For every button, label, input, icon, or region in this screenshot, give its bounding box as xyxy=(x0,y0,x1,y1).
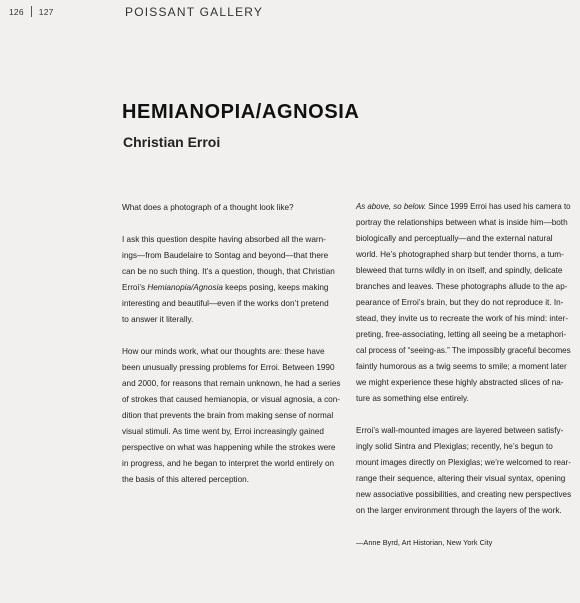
text-line: the basis of this altered perception. xyxy=(122,475,249,484)
text-line: dition that prevents the brain from making sense of normal xyxy=(122,411,334,420)
text-line: How our minds work, what our thoughts are: these have xyxy=(122,347,325,356)
text-line xyxy=(122,280,340,296)
artist-name: Christian Erroi xyxy=(123,134,221,150)
text-line: preting, free-associating, letting all seeing be a metaphori- xyxy=(356,330,567,339)
work-title-italic: Hemianopia/Agnosia xyxy=(147,283,223,292)
text-line: range their sequence, altering their visual syntax, opening xyxy=(356,474,566,483)
author-byline: —Anne Byrd, Art Historian, New York City xyxy=(356,538,493,547)
question-line: What does a photograph of a thought look like? xyxy=(122,203,294,212)
text-line xyxy=(356,199,571,215)
text-line: faintly humorous as a twig seems to smile; a moment later xyxy=(356,362,567,371)
text-line: visual stimuli. As time went by, Erroi increasingly gained xyxy=(122,427,324,436)
text-line: bleweed that turns wildly in on itself, and spindly, delicate xyxy=(356,266,563,275)
text-line: can be no such thing. It’s a question, though, that Christian xyxy=(122,267,335,276)
exhibition-title: HEMIANOPIA/AGNOSIA xyxy=(122,101,360,123)
text-line: cal process of “seeing-as.” The impossibly graceful becomes xyxy=(356,346,571,355)
text-line: ture as something else entirely. xyxy=(356,394,469,403)
page-number-right: 127 xyxy=(38,6,54,17)
text-line: interesting and beautiful—even if the works don’t pretend xyxy=(122,299,329,308)
essay-paragraph xyxy=(356,199,571,407)
question-paragraph xyxy=(122,200,340,216)
text-line: I ask this question despite having absorbed all the warn- xyxy=(122,235,326,244)
text-line: portray the relationships between what is inside him—both xyxy=(356,218,568,227)
history-paragraph xyxy=(122,344,340,488)
text-line: to answer it literally. xyxy=(122,315,194,324)
text-line: ingly solid Sintra and Plexiglas; recently, he’s begun to xyxy=(356,442,553,451)
text-line: we might experience these highly abstracted slices of na- xyxy=(356,378,564,387)
text-line: biologically and perceptually—and the external natural xyxy=(356,234,553,243)
text-line: branches and leaves. These photographs allude to the ap- xyxy=(356,282,568,291)
text-line: in progress, and he began to interpret the world entirely on xyxy=(122,459,335,468)
text-line: new associative possibilities, and creating new perspectives xyxy=(356,490,572,499)
text-line: Erroi’s wall-mounted images are layered between satisfy- xyxy=(356,426,564,435)
text-line: ings—from Baudelaire to Sontag and beyond—that there xyxy=(122,251,329,260)
text-fragment: keeps posing, keeps making xyxy=(222,283,329,292)
text-line: and 2000, for reasons that remain unknown, he had a series xyxy=(122,379,341,388)
text-line: world. He’s photographed sharp but tender thorns, a tum- xyxy=(356,250,564,259)
intro-paragraph xyxy=(122,232,340,328)
gallery-header: POISSANT GALLERY xyxy=(125,5,264,19)
text-line: on the larger environment through the layers of the work. xyxy=(356,506,562,515)
page-number-divider xyxy=(31,6,32,17)
page-number-left: 126 xyxy=(9,6,24,17)
page-numbers xyxy=(9,6,54,17)
text-line: perspective on what was happening while the strokes were xyxy=(122,443,336,452)
left-column xyxy=(122,200,340,504)
text-line: mount images directly on Plexiglas; we’re welcomed to rear- xyxy=(356,458,571,467)
mounting-paragraph xyxy=(356,423,571,519)
text-line: pearance of Erroi’s brain, but they do not reproduce it. In- xyxy=(356,298,564,307)
lead-italic: As above, so below. xyxy=(356,202,427,211)
text-fragment: Erroi’s xyxy=(122,283,148,292)
text-fragment: Since 1999 Erroi has used his camera to xyxy=(426,202,571,211)
text-line: of strokes that caused hemianopia, or visual agnosia, a con- xyxy=(122,395,341,404)
text-line: stead, they invite us to recreate the work of his mind: inter- xyxy=(356,314,569,323)
text-line: been unusually pressing problems for Erroi. Between 1990 xyxy=(122,363,335,372)
right-column xyxy=(356,199,571,567)
